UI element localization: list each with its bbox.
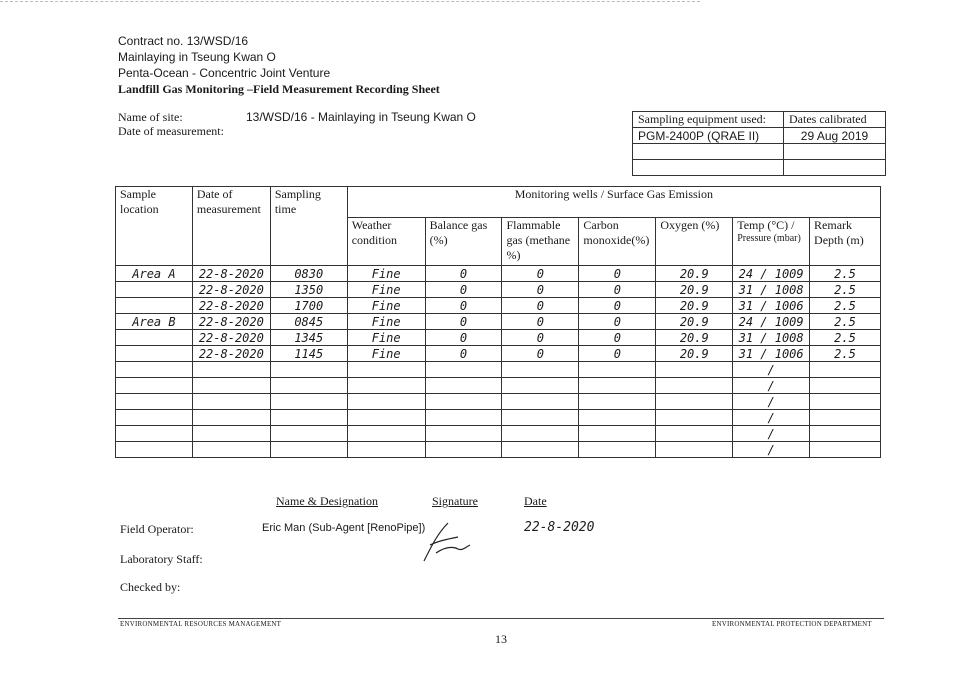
cell-flammable-gas bbox=[502, 394, 579, 410]
table-row bbox=[116, 330, 881, 346]
cell-oxygen bbox=[656, 426, 733, 442]
cell-time bbox=[270, 442, 347, 458]
cell-date bbox=[192, 426, 270, 442]
col-header-date: Date of measurement bbox=[192, 187, 270, 266]
table-row bbox=[116, 410, 881, 426]
cell-carbon-monoxide bbox=[579, 362, 656, 378]
top-scan-line bbox=[0, 1, 700, 2]
cell-flammable-gas bbox=[502, 426, 579, 442]
cell-balance-gas bbox=[425, 378, 502, 394]
equipment-name bbox=[633, 160, 784, 176]
table-row bbox=[116, 426, 881, 442]
cell-flammable-gas: 0 bbox=[502, 346, 579, 362]
table-row bbox=[116, 346, 881, 362]
cell-balance-gas bbox=[425, 442, 502, 458]
cell-location bbox=[116, 378, 193, 394]
cell-time: 0830 bbox=[270, 266, 347, 282]
col-header-time: Sampling time bbox=[270, 187, 347, 266]
cell-date bbox=[192, 362, 270, 378]
cell-carbon-monoxide bbox=[579, 394, 656, 410]
cell-balance-gas bbox=[425, 410, 502, 426]
sheet-title: Landfill Gas Monitoring –Field Measurement Recording Sheet bbox=[118, 82, 440, 96]
cell-carbon-monoxide: 0 bbox=[579, 266, 656, 282]
date-of-measurement-label: Date of measurement: bbox=[118, 124, 224, 138]
cell-weather: Fine bbox=[347, 266, 425, 282]
cell-location bbox=[116, 442, 193, 458]
cell-oxygen: 20.9 bbox=[656, 346, 733, 362]
cell-time: 1145 bbox=[270, 346, 347, 362]
cell-date bbox=[192, 442, 270, 458]
cell-time bbox=[270, 362, 347, 378]
table-row bbox=[116, 362, 881, 378]
measurement-rows bbox=[116, 266, 881, 458]
cell-balance-gas: 0 bbox=[425, 266, 502, 282]
cell-oxygen: 20.9 bbox=[656, 282, 733, 298]
cell-balance-gas: 0 bbox=[425, 346, 502, 362]
cell-balance-gas: 0 bbox=[425, 314, 502, 330]
cell-flammable-gas bbox=[502, 442, 579, 458]
cell-carbon-monoxide: 0 bbox=[579, 330, 656, 346]
cell-depth bbox=[810, 362, 881, 378]
cell-flammable-gas: 0 bbox=[502, 298, 579, 314]
cell-flammable-gas: 0 bbox=[502, 330, 579, 346]
site-name-label: Name of site: bbox=[118, 110, 183, 124]
cell-date: 22-8-2020 bbox=[192, 346, 270, 362]
cell-time: 1350 bbox=[270, 282, 347, 298]
cell-depth: 2.5 bbox=[810, 314, 881, 330]
col-header-balance-gas: Balance gas (%) bbox=[425, 218, 502, 266]
laboratory-staff-label: Laboratory Staff: bbox=[120, 552, 203, 566]
cell-oxygen: 20.9 bbox=[656, 298, 733, 314]
cell-depth bbox=[810, 442, 881, 458]
cell-location bbox=[116, 298, 193, 314]
table-row bbox=[116, 298, 881, 314]
site-name-value: 13/WSD/16 - Mainlaying in Tseung Kwan O bbox=[246, 110, 476, 124]
cell-depth bbox=[810, 410, 881, 426]
table-row bbox=[116, 378, 881, 394]
cell-depth: 2.5 bbox=[810, 298, 881, 314]
cell-oxygen bbox=[656, 378, 733, 394]
cell-location bbox=[116, 410, 193, 426]
cell-temp-pressure: / bbox=[733, 426, 810, 442]
project-name: Mainlaying in Tseung Kwan O bbox=[118, 50, 276, 64]
col-header-flammable-gas: Flammable gas (methane %) bbox=[502, 218, 579, 266]
cell-location bbox=[116, 346, 193, 362]
cell-balance-gas: 0 bbox=[425, 282, 502, 298]
field-operator-date: 22-8-2020 bbox=[524, 520, 595, 535]
cell-weather: Fine bbox=[347, 330, 425, 346]
col-header-monitoring-group: Monitoring wells / Surface Gas Emission bbox=[347, 187, 880, 218]
cell-carbon-monoxide: 0 bbox=[579, 314, 656, 330]
cell-oxygen bbox=[656, 394, 733, 410]
cell-location: Area B bbox=[116, 314, 193, 330]
cell-depth: 2.5 bbox=[810, 346, 881, 362]
equipment-name: PGM-2400P (QRAE II) bbox=[633, 128, 784, 144]
cell-location: Area A bbox=[116, 266, 193, 282]
cell-balance-gas bbox=[425, 426, 502, 442]
cell-balance-gas bbox=[425, 394, 502, 410]
cell-location bbox=[116, 394, 193, 410]
cell-balance-gas: 0 bbox=[425, 298, 502, 314]
cell-depth bbox=[810, 426, 881, 442]
cell-weather bbox=[347, 378, 425, 394]
footer-left: ENVIRONMENTAL RESOURCES MANAGEMENT bbox=[120, 620, 282, 628]
cell-oxygen bbox=[656, 442, 733, 458]
cell-oxygen: 20.9 bbox=[656, 266, 733, 282]
cell-weather bbox=[347, 410, 425, 426]
cell-oxygen: 20.9 bbox=[656, 330, 733, 346]
name-designation-header: Name & Designation bbox=[276, 494, 378, 508]
calibration-header: Dates calibrated bbox=[784, 112, 886, 128]
cell-temp-pressure: 31 / 1008 bbox=[733, 282, 810, 298]
cell-temp-pressure: 31 / 1006 bbox=[733, 346, 810, 362]
measurement-table bbox=[115, 186, 881, 458]
cell-carbon-monoxide bbox=[579, 442, 656, 458]
cell-carbon-monoxide: 0 bbox=[579, 282, 656, 298]
footer-rule bbox=[118, 618, 884, 619]
cell-temp-pressure: 24 / 1009 bbox=[733, 266, 810, 282]
checked-by-label: Checked by: bbox=[120, 580, 181, 594]
cell-date bbox=[192, 378, 270, 394]
cell-time bbox=[270, 426, 347, 442]
field-operator-label: Field Operator: bbox=[120, 522, 194, 536]
equipment-header: Sampling equipment used: bbox=[633, 112, 784, 128]
table-row bbox=[116, 266, 881, 282]
table-row bbox=[116, 282, 881, 298]
cell-temp-pressure: / bbox=[733, 410, 810, 426]
equipment-name bbox=[633, 144, 784, 160]
cell-carbon-monoxide bbox=[579, 426, 656, 442]
col-header-temp: Temp (°C) / bbox=[737, 218, 795, 232]
table-row bbox=[116, 314, 881, 330]
cell-carbon-monoxide: 0 bbox=[579, 346, 656, 362]
cell-weather bbox=[347, 362, 425, 378]
calibration-date bbox=[784, 144, 886, 160]
cell-date: 22-8-2020 bbox=[192, 314, 270, 330]
col-header-oxygen: Oxygen (%) bbox=[656, 218, 733, 266]
cell-date: 22-8-2020 bbox=[192, 266, 270, 282]
signature-header: Signature bbox=[432, 494, 478, 508]
cell-temp-pressure: 31 / 1006 bbox=[733, 298, 810, 314]
cell-oxygen bbox=[656, 362, 733, 378]
cell-flammable-gas bbox=[502, 410, 579, 426]
cell-balance-gas bbox=[425, 362, 502, 378]
cell-time: 0845 bbox=[270, 314, 347, 330]
cell-weather: Fine bbox=[347, 314, 425, 330]
page-number: 13 bbox=[495, 632, 507, 646]
cell-flammable-gas: 0 bbox=[502, 282, 579, 298]
col-header-location: Sample location bbox=[116, 187, 193, 266]
cell-date: 22-8-2020 bbox=[192, 298, 270, 314]
table-row bbox=[116, 394, 881, 410]
cell-weather: Fine bbox=[347, 298, 425, 314]
cell-oxygen bbox=[656, 410, 733, 426]
footer-right: ENVIRONMENTAL PROTECTION DEPARTMENT bbox=[712, 620, 872, 628]
joint-venture: Penta-Ocean - Concentric Joint Venture bbox=[118, 66, 331, 80]
cell-carbon-monoxide bbox=[579, 378, 656, 394]
cell-date bbox=[192, 394, 270, 410]
date-header: Date bbox=[524, 494, 547, 508]
col-header-depth: Depth (m) bbox=[814, 233, 864, 247]
field-operator-name: Eric Man (Sub-Agent [RenoPipe]) bbox=[262, 522, 426, 534]
cell-date: 22-8-2020 bbox=[192, 330, 270, 346]
cell-date bbox=[192, 410, 270, 426]
cell-time bbox=[270, 410, 347, 426]
cell-depth: 2.5 bbox=[810, 266, 881, 282]
cell-depth: 2.5 bbox=[810, 282, 881, 298]
cell-depth bbox=[810, 378, 881, 394]
cell-temp-pressure: / bbox=[733, 442, 810, 458]
cell-temp-pressure: / bbox=[733, 362, 810, 378]
cell-weather: Fine bbox=[347, 282, 425, 298]
cell-flammable-gas bbox=[502, 378, 579, 394]
calibration-date: 29 Aug 2019 bbox=[784, 128, 886, 144]
col-header-carbon-monoxide: Carbon monoxide(%) bbox=[579, 218, 656, 266]
cell-time: 1700 bbox=[270, 298, 347, 314]
cell-oxygen: 20.9 bbox=[656, 314, 733, 330]
cell-temp-pressure: / bbox=[733, 378, 810, 394]
cell-weather bbox=[347, 394, 425, 410]
col-header-weather: Weather condition bbox=[347, 218, 425, 266]
cell-carbon-monoxide bbox=[579, 410, 656, 426]
cell-weather bbox=[347, 426, 425, 442]
col-header-remark-depth bbox=[810, 218, 881, 266]
cell-balance-gas: 0 bbox=[425, 330, 502, 346]
cell-weather: Fine bbox=[347, 346, 425, 362]
cell-flammable-gas bbox=[502, 362, 579, 378]
cell-depth bbox=[810, 394, 881, 410]
contract-number: Contract no. 13/WSD/16 bbox=[118, 34, 249, 48]
col-header-pressure: Pressure (mbar) bbox=[737, 233, 801, 244]
cell-location bbox=[116, 362, 193, 378]
cell-date: 22-8-2020 bbox=[192, 282, 270, 298]
cell-flammable-gas: 0 bbox=[502, 314, 579, 330]
col-header-remark: Remark bbox=[814, 218, 853, 232]
cell-location bbox=[116, 330, 193, 346]
col-header-temp-pressure bbox=[733, 218, 810, 266]
cell-time: 1345 bbox=[270, 330, 347, 346]
signature-scribble bbox=[418, 515, 474, 565]
cell-time bbox=[270, 378, 347, 394]
table-row bbox=[116, 442, 881, 458]
cell-temp-pressure: 31 / 1008 bbox=[733, 330, 810, 346]
cell-depth: 2.5 bbox=[810, 330, 881, 346]
cell-time bbox=[270, 394, 347, 410]
cell-temp-pressure: / bbox=[733, 394, 810, 410]
cell-location bbox=[116, 426, 193, 442]
calibration-date bbox=[784, 160, 886, 176]
cell-flammable-gas: 0 bbox=[502, 266, 579, 282]
cell-carbon-monoxide: 0 bbox=[579, 298, 656, 314]
cell-weather bbox=[347, 442, 425, 458]
cell-temp-pressure: 24 / 1009 bbox=[733, 314, 810, 330]
equipment-table bbox=[632, 111, 886, 176]
cell-location bbox=[116, 282, 193, 298]
